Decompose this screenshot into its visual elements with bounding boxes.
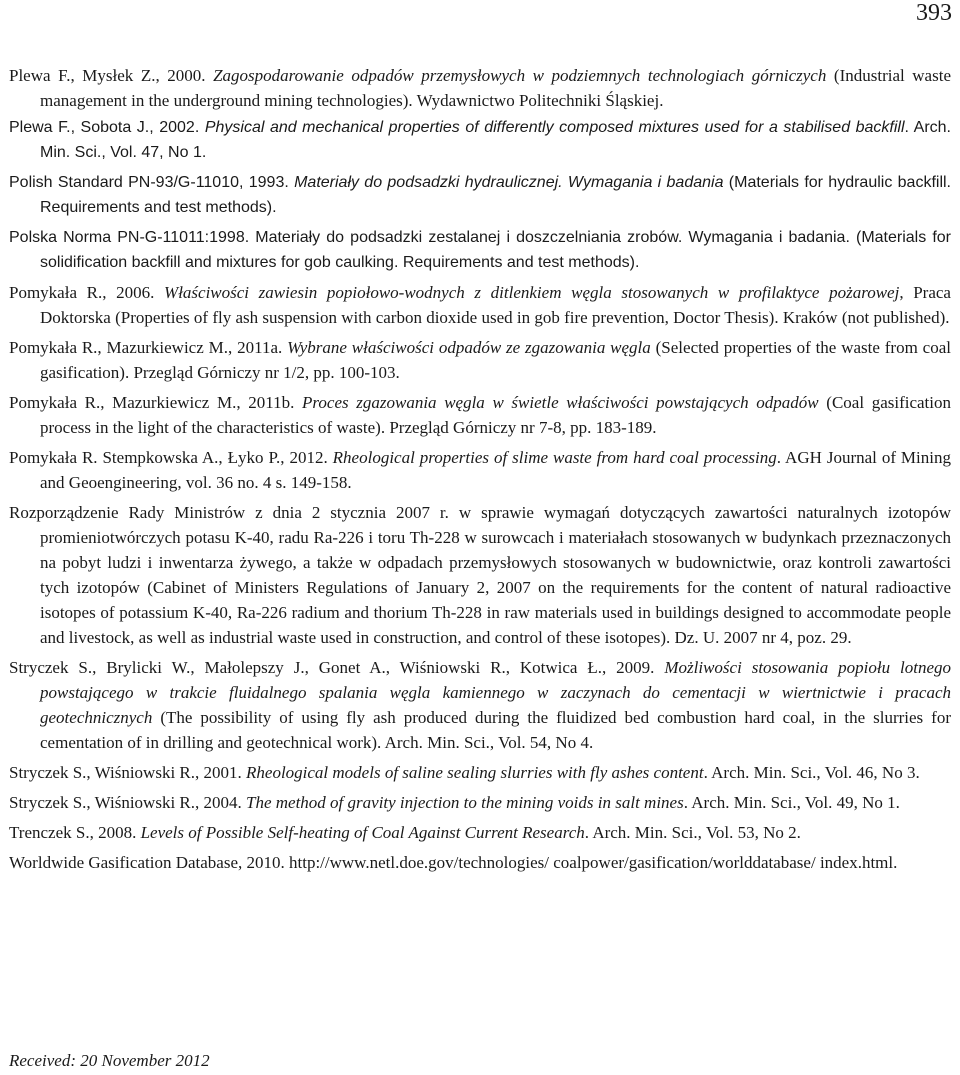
- reference-title: Wybrane właściwości odpadów ze zgazowania węgla: [287, 338, 651, 357]
- reference-details: (Materials for hydraulic backfill. Requirements and test methods).: [40, 174, 951, 216]
- page-number: 393: [916, 0, 952, 26]
- reference-authors: Pomykała R., Mazurkiewicz M., 2011a.: [9, 338, 288, 357]
- reference-details: , Praca Doktorska (Properties of fly ash suspension with carbon dioxide used in gob fire prevention, Doctor Thesis). Kraków (not published).: [40, 283, 951, 327]
- reference-item: [9, 63, 951, 113]
- reference-item: [9, 790, 951, 815]
- reference-item: [9, 170, 951, 220]
- reference-details: . Arch. Min. Sci., Vol. 49, No 1.: [683, 793, 900, 812]
- reference-title: Proces zgazowania węgla w świetle właściwości powstających odpadów: [302, 393, 819, 412]
- reference-details: . Arch. Min. Sci., Vol. 47, No 1.: [40, 119, 951, 161]
- reference-authors: Stryczek S., Brylicki W., Małolepszy J., Gonet A., Wiśniowski R., Kotwica Ł., 2009.: [9, 658, 665, 677]
- reference-authors: Polish Standard PN-93/G-11010, 1993.: [9, 174, 295, 191]
- reference-title: Materiały do podsadzki hydraulicznej. Wymagania i badania: [294, 174, 724, 191]
- reference-item: [9, 655, 951, 755]
- reference-details: (Industrial waste management in the underground mining technologies). Wydawnictwo Politechniki Śląskiej.: [40, 66, 951, 110]
- reference-item: Rozporządzenie Rady Ministrów z dnia 2 stycznia 2007 r. w sprawie wymagań dotyczących zawartości naturalnych izotopów promieniotwórczych potasu K-40, radu Ra-226 i toru Th-228 w surowcach i materiałach stosowanych w budynkach przeznaczonych na pobyt ludzi i inwentarza żywego, a także w odpadach przemysłowych stosowanych w budownictwie, oraz kontroli zawartości tych izotopów (Cabinet of Ministers Regulations of January 2, 2007 on the requirements for the content of natural radioactive isotopes of potassium K-40, Ra-226 radium and thorium Th-228 in raw materials used in buildings designed to accommodate people and livestock, as well as industrial waste used in construction, and control of these isotopes). Dz. U. 2007 nr 4, poz. 29.: [9, 503, 951, 647]
- reference-item: [9, 335, 951, 385]
- received-date: Received: 20 November 2012: [9, 1051, 210, 1070]
- reference-title: Rheological models of saline sealing slurries with fly ashes content: [246, 763, 704, 782]
- reference-item: [9, 280, 951, 330]
- reference-item: [9, 760, 951, 785]
- reference-item: [9, 115, 951, 165]
- reference-title: The method of gravity injection to the mining voids in salt mines: [246, 793, 684, 812]
- reference-authors: Pomykała R. Stempkowska A., Łyko P., 2012.: [9, 448, 333, 467]
- reference-details: (Selected properties of the waste from coal gasification). Przegląd Górniczy nr 1/2, pp. 100-103.: [40, 338, 951, 382]
- reference-details: (Coal gasification process in the light of the characteristics of waste). Przegląd Górniczy nr 7-8, pp. 183-189.: [40, 393, 952, 437]
- reference-details: . AGH Journal of Mining and Geoengineering, vol. 36 no. 4 s. 149-158.: [40, 448, 951, 492]
- reference-details: (The possibility of using fly ash produced during the fluidized bed combustion hard coal, in the slurries for cementation of in drilling and geotechnical work). Arch. Min. Sci., Vol. 54, No 4.: [40, 708, 951, 752]
- reference-authors: Pomykała R., Mazurkiewicz M., 2011b.: [9, 393, 303, 412]
- reference-authors: Plewa F., Mysłek Z., 2000.: [9, 66, 214, 85]
- reference-authors: Plewa F., Sobota J., 2002.: [9, 119, 205, 136]
- reference-title: Możliwości stosowania popiołu lotnego powstającego w trakcie fluidalnego spalania węgla kamiennego w zaczynach do cementacji w wiertnictwie i pracach geotechnicznych: [40, 658, 951, 727]
- reference-item: Polska Norma PN-G-11011:1998. Materiały do podsadzki zestalanej i doszczelniania zrobów. Wymagania i badania. (Materials for solidification backfill and mixtures for gob caulking. Requirements and test methods).: [9, 229, 951, 271]
- reference-title: Physical and mechanical properties of differently composed mixtures used for a stabilised backfill: [204, 119, 905, 136]
- reference-item: Worldwide Gasification Database, 2010. http://www.netl.doe.gov/technologies/ coalpower/gasification/worlddatabase/ index.html.: [9, 853, 898, 872]
- reference-authors: Pomykała R., 2006.: [9, 283, 165, 302]
- reference-details: . Arch. Min. Sci., Vol. 46, No 3.: [703, 763, 920, 782]
- reference-item: [9, 445, 951, 495]
- reference-title: Levels of Possible Self-heating of Coal Against Current Research: [140, 823, 585, 842]
- reference-list: [9, 63, 951, 880]
- reference-title: Zagospodarowanie odpadów przemysłowych w podziemnych technologiach górniczych: [213, 66, 827, 85]
- reference-authors: Trenczek S., 2008.: [9, 823, 141, 842]
- reference-details: . Arch. Min. Sci., Vol. 53, No 2.: [584, 823, 801, 842]
- reference-authors: Stryczek S., Wiśniowski R., 2001.: [9, 763, 247, 782]
- reference-item: [9, 820, 951, 845]
- reference-authors: Stryczek S., Wiśniowski R., 2004.: [9, 793, 247, 812]
- reference-title: Właściwości zawiesin popiołowo-wodnych z ditlenkiem węgla stosowanych w profilaktyce pożarowej: [164, 283, 900, 302]
- reference-title: Rheological properties of slime waste from hard coal processing: [332, 448, 777, 467]
- reference-item: [9, 390, 951, 440]
